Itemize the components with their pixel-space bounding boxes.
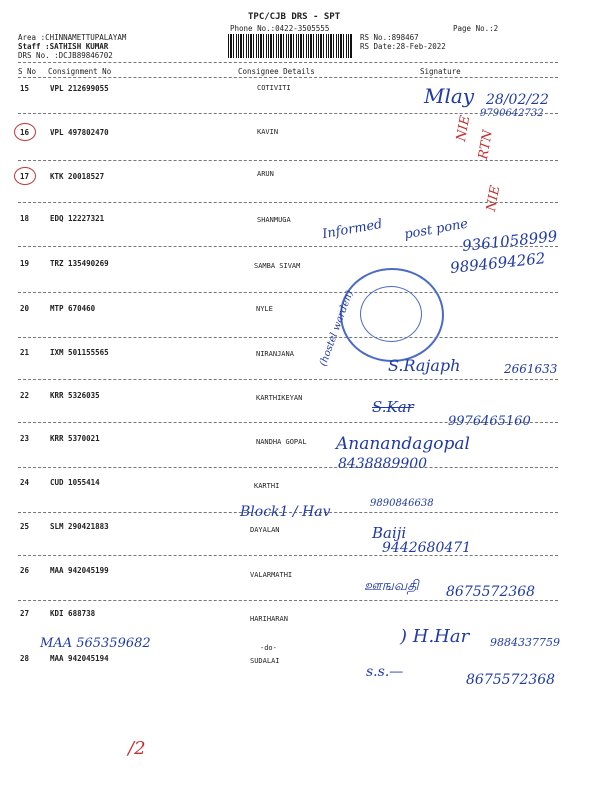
rubber-stamp	[340, 268, 444, 362]
row-consignee: NANDHA GOPAL	[256, 438, 307, 446]
document-title: TPC/CJB DRS - SPT	[248, 12, 341, 22]
handwritten-phone: 8438889900	[338, 456, 428, 472]
row-consignment: KRR 5370021	[50, 434, 100, 443]
divider	[18, 62, 558, 63]
col-signature: Signature	[420, 67, 461, 76]
handwritten-rtn: RTN	[476, 128, 496, 161]
row-sno: 16	[20, 128, 30, 137]
row-consignee: SHANMUGA	[257, 216, 291, 224]
row-sno: 22	[20, 391, 30, 400]
ditto-mark: -do-	[260, 644, 277, 652]
staff-label: Staff :SATHISH KUMAR	[18, 42, 109, 51]
handwritten-phone: 9894694262	[449, 249, 547, 277]
signature-scribble: S.Rajaph	[388, 356, 461, 375]
row-consignee: KARTHI	[254, 482, 280, 490]
row-consignment: KDI 688738	[50, 609, 96, 618]
row-consignee: VALARMATHI	[250, 571, 293, 579]
handwritten-nie: NIE	[484, 184, 504, 213]
handwritten-nie: NIE	[454, 114, 474, 143]
row-consignment: MTP 670460	[50, 304, 96, 313]
col-consignee: Consignee Details	[238, 67, 315, 76]
signature-scribble: Mlay	[424, 84, 475, 108]
row-divider	[18, 337, 558, 338]
row-consignment: VPL 212699055	[50, 84, 109, 93]
row-divider	[18, 467, 558, 468]
handwritten-phone: 8675572368	[446, 584, 536, 600]
handwritten-consignment: MAA 565359682	[40, 636, 151, 651]
row-sno: 15	[20, 84, 30, 93]
row-consignment: IXM 501155565	[50, 348, 109, 357]
signature-scribble: Baiji	[372, 524, 407, 542]
row-consignee: NIRANJANA	[256, 350, 294, 358]
row-divider	[18, 160, 558, 161]
handwritten-phone: 2661633	[504, 362, 558, 376]
row-divider	[18, 379, 558, 380]
row-consignee: ARUN	[257, 170, 274, 178]
row-sno: 19	[20, 259, 30, 268]
handwritten-informed: Informed	[321, 216, 384, 243]
barcode	[228, 34, 353, 58]
signature-scribble: ) H.Har	[400, 626, 470, 647]
row-divider	[18, 555, 558, 556]
row-consignee: KAVIN	[257, 128, 279, 136]
handwritten-phone: 9442680471	[382, 540, 472, 556]
row-consignment: TRZ 135490269	[50, 259, 109, 268]
row-divider	[18, 202, 558, 203]
row-consignment: CUD 1055414	[50, 478, 100, 487]
handwritten-phone: 9361058999	[461, 227, 559, 255]
row-consignee: SUDALAI	[250, 657, 280, 665]
signature-scribble: Ananandagopal	[336, 434, 470, 454]
row-sno: 24	[20, 478, 30, 487]
drs-number: DRS No. :DCJB89846702	[18, 51, 113, 60]
row-sno: 27	[20, 609, 30, 618]
handwritten-post-pone: post pone	[403, 216, 470, 243]
row-sno: 25	[20, 522, 30, 531]
signature-scribble: S.Kar	[372, 398, 414, 416]
row-sno: 20	[20, 304, 30, 313]
handwritten-note: (hostel warden)	[318, 289, 356, 368]
row-consignment: EDQ 12227321	[50, 214, 105, 223]
signature-scribble: ஊஙவதி	[364, 578, 419, 594]
row-sno: 21	[20, 348, 30, 357]
rs-date: RS Date:28-Feb-2022	[360, 42, 446, 51]
handwritten-date: 28/02/22	[486, 92, 549, 108]
handwritten-phone: 9976465160	[448, 414, 531, 429]
row-consignee: HARIHARAN	[250, 615, 288, 623]
row-consignment: KTK 20018527	[50, 172, 105, 181]
row-sno: 23	[20, 434, 30, 443]
row-consignment: KRR 5326035	[50, 391, 100, 400]
page-number: Page No.:2	[453, 24, 499, 33]
row-sno: 28	[20, 654, 30, 663]
row-consignment: MAA 942045199	[50, 566, 109, 575]
handwritten-phone: 9884337759	[490, 636, 560, 649]
row-consignee: COTIVITI	[257, 84, 291, 92]
handwritten-text: Block1 / Hav	[240, 504, 331, 520]
row-consignment: VPL 497802470	[50, 128, 109, 137]
row-consignment: SLM 290421883	[50, 522, 109, 531]
handwritten-phone: 8675572368	[466, 672, 556, 688]
row-divider	[18, 600, 558, 601]
row-consignee: NYLE	[256, 305, 273, 313]
handwritten-phone: 9890846638	[370, 498, 434, 509]
signature-scribble: s.s.—	[366, 664, 404, 680]
handwritten-page-number: /2	[128, 738, 146, 759]
row-divider	[18, 292, 558, 293]
rs-number: RS No.:898467	[360, 33, 419, 42]
row-consignment: MAA 942045194	[50, 654, 109, 663]
divider	[18, 77, 558, 78]
page-digit: 2	[134, 738, 146, 759]
handwritten-phone: 9790642732	[480, 108, 544, 119]
col-consignment: Consignment No	[48, 67, 112, 76]
row-consignee: KARTHIKEYAN	[256, 394, 303, 402]
row-consignee: SAMBA SIVAM	[254, 262, 301, 270]
row-sno: 17	[20, 172, 30, 181]
row-sno: 18	[20, 214, 30, 223]
phone-number: Phone No.:0422-3505555	[230, 24, 330, 33]
row-sno: 26	[20, 566, 30, 575]
row-divider	[18, 113, 558, 114]
col-sno: S No	[18, 67, 37, 76]
row-consignee: DAYALAN	[250, 526, 280, 534]
area-label: Area :CHINNAMETTUPALAYAM	[18, 33, 127, 42]
